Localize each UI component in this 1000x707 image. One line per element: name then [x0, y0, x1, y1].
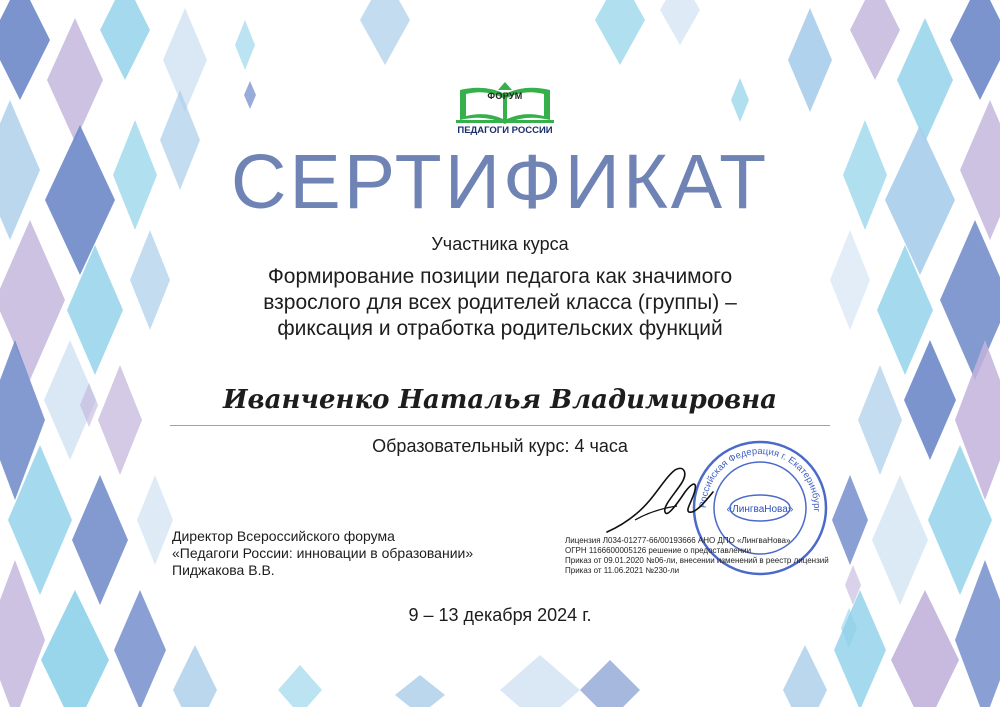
decorative-diamond: [235, 20, 255, 70]
decorative-diamond: [580, 660, 640, 707]
decorative-diamond: [173, 645, 217, 707]
director-block: [172, 528, 473, 579]
svg-text:Российская Федерация г. Екатер: Российская Федерация г. Екатеринбург: [697, 445, 823, 513]
decorative-diamond: [858, 365, 902, 475]
decorative-diamond: [72, 475, 128, 605]
license-line-1: Лицензия Л034-01277-66/00193666 АНО ДПО «ЛингваНова»: [565, 536, 791, 545]
decorative-diamond: [0, 0, 50, 100]
license-line-3: Приказ от 09.01.2020 №06-ли, внесении изменений в реестр лицензий: [565, 556, 829, 565]
decorative-diamond: [950, 0, 1000, 100]
director-title: Директор Всероссийского форума: [172, 528, 395, 544]
decorative-diamond: [595, 0, 645, 65]
license-line-4: Приказ от 11.06.2021 №230-ли: [565, 566, 680, 575]
license-line-2: ОГРН 1166600005126 решение о предоставлении: [565, 546, 752, 555]
decorative-diamond: [788, 8, 832, 112]
course-title-line-3: фиксация и отработка родительских функций: [277, 317, 723, 340]
decorative-diamond: [137, 475, 173, 565]
signature-icon: [605, 462, 715, 537]
license-info: [565, 536, 829, 576]
certificate-subtitle: Участника курса: [431, 234, 569, 254]
course-title-line-2: взрослого для всех родителей класса (группы) –: [263, 291, 737, 314]
recipient-name: Иванченко Наталья Владимировна: [222, 385, 778, 415]
decorative-diamond: [897, 18, 953, 142]
director-forum-name: «Педагоги России: инновации в образовании»: [172, 545, 474, 561]
decorative-diamond: [872, 475, 928, 605]
decorative-diamond: [98, 365, 142, 475]
decorative-diamond: [731, 78, 749, 122]
certificate-title: СЕРТИФИКАТ: [230, 139, 770, 225]
decorative-diamond: [278, 665, 322, 707]
forum-logo: [440, 80, 570, 146]
decorative-diamond: [163, 8, 207, 112]
name-underline: [170, 425, 830, 426]
course-hours: Образовательный курс: 4 часа: [372, 436, 628, 456]
svg-text:«ЛингваНова»: «ЛингваНова»: [726, 504, 794, 515]
book-logo-icon: [440, 80, 570, 146]
decorative-diamond: [395, 675, 445, 707]
decorative-diamond: [100, 0, 150, 80]
decorative-diamond: [850, 0, 900, 80]
course-title: [200, 264, 800, 342]
course-dates: 9 – 13 декабря 2024 г.: [408, 605, 592, 625]
decorative-diamond: [660, 0, 700, 45]
decorative-diamond: [244, 81, 256, 109]
director-name: Пиджакова В.В.: [172, 562, 275, 578]
decorative-diamond: [360, 0, 410, 65]
decorative-diamond: [783, 645, 827, 707]
decorative-diamond: [500, 655, 580, 707]
logo-teachers-text: ПЕДАГОГИ РОССИИ: [457, 125, 553, 136]
handwritten-signature: [605, 462, 715, 537]
decorative-diamond: [832, 475, 868, 565]
course-title-line-1: Формирование позиции педагога как значимого: [267, 265, 733, 288]
decorative-diamond: [47, 18, 103, 142]
logo-forum-text: ФОРУМ: [487, 91, 523, 101]
